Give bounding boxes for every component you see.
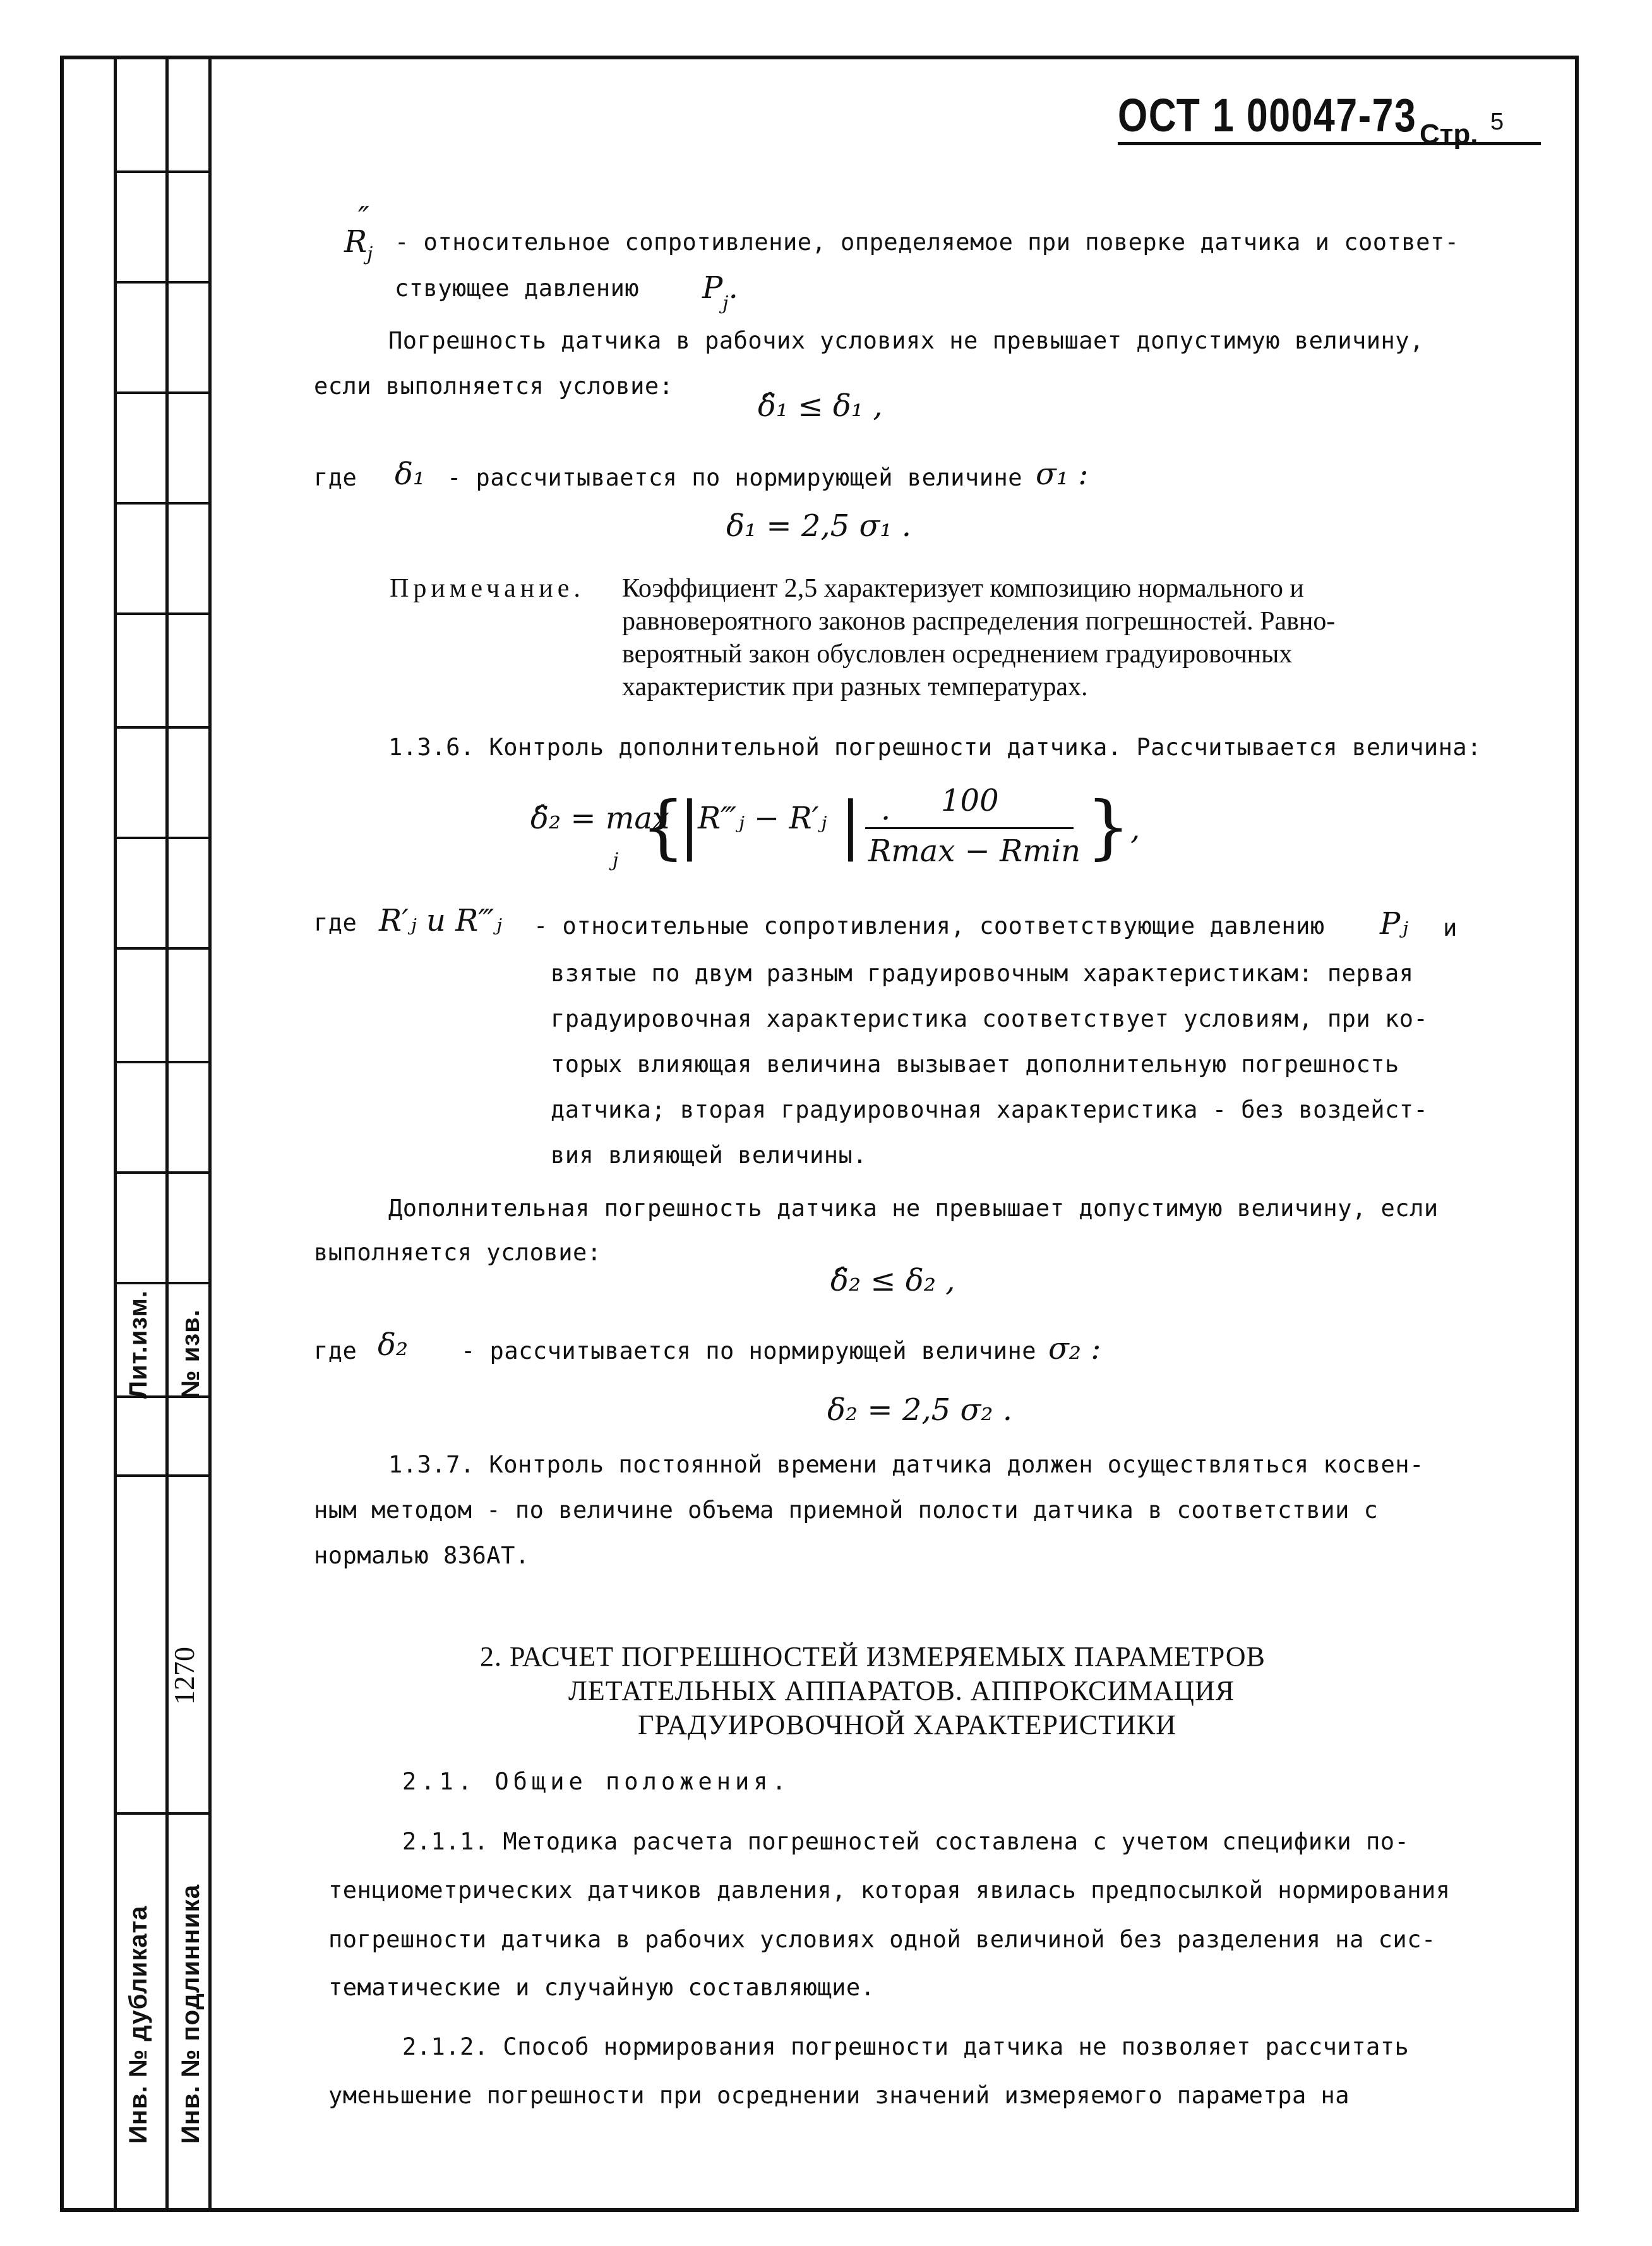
- where2-line1: - относительные сопротивления, соответствующие давлению: [534, 912, 1325, 940]
- stamp-divider: [114, 612, 210, 615]
- where1-text: - рассчитывается по нормирующей величине: [447, 464, 1023, 491]
- symbol-p: P: [702, 270, 723, 306]
- section-2-1-1-line3: погрешности датчика в рабочих условиях одной величиной без разделения на сис-: [328, 1926, 1436, 1953]
- stamp-divider: [114, 1812, 210, 1815]
- symbol-p-j: [702, 270, 738, 314]
- where2-line2: взятые по двум разным градуировочным характеристикам: первая: [551, 960, 1414, 987]
- para2-line2: выполняется условие:: [314, 1239, 602, 1266]
- section-2-1-2-line1: 2.1.2. Способ нормирования погрешности датчика не позволяет рассчитать: [402, 2033, 1410, 2060]
- formula-delta2-left: δ̂₂ = max: [530, 801, 670, 836]
- formula-numerator: 100: [941, 783, 999, 818]
- stamp-inv-dublikata: Инв. № дубликата: [124, 1905, 152, 2144]
- symbol-sub: j: [722, 292, 729, 314]
- stamp-divider: [114, 837, 210, 839]
- section-2-title-line2: ЛЕТАТЕЛЬНЫХ АППАРАТОВ. АППРОКСИМАЦИЯ: [568, 1675, 1235, 1706]
- stamp-inv-number: 1270: [168, 1647, 200, 1705]
- symbol-sub: j: [367, 243, 373, 265]
- formula-brace-close: }: [1086, 786, 1130, 867]
- where3-lead: где: [314, 1337, 357, 1365]
- where1-lead: где: [314, 464, 357, 491]
- symbol-sup: ″: [358, 200, 369, 236]
- symbol-sigma1: σ₁ :: [1036, 457, 1089, 492]
- section-1-3-7-line2: ным методом - по величине объема приемной полости датчика в соответствии с: [314, 1496, 1379, 1524]
- formula-denominator: Rmax − Rmin: [868, 833, 1080, 869]
- symbol-r-double-prime: [344, 200, 373, 265]
- period: .: [728, 270, 738, 306]
- stamp-divider: [114, 726, 210, 729]
- section-1-3-6: 1.3.6. Контроль дополнительной погрешности датчика. Рассчитывается величина:: [388, 734, 1481, 761]
- section-2-1-1-line2: тенциометрических датчиков давления, которая явилась предпосылкой нормирования: [328, 1877, 1451, 1904]
- stamp-lit-izm: Лит.изм.: [124, 1289, 152, 1399]
- section-2-1-title: 2.1. Общие положения.: [402, 1768, 791, 1795]
- where2-line5: датчика; вторая градуировочная характеристика - без воздейст-: [551, 1096, 1428, 1123]
- note-line4: характеристик при разных температурах.: [622, 672, 1088, 702]
- formula-brace-open: {: [641, 786, 685, 867]
- stamp-divider: [114, 1282, 210, 1284]
- formula-comma: ,: [1130, 811, 1140, 847]
- formula-abs-body: R‴ⱼ − R′ⱼ: [698, 801, 827, 836]
- note-line3: вероятный закон обусловлен осреднением градуировочных: [622, 640, 1293, 669]
- where2-line4: торых влияющая величина вызывает дополнительную погрешность: [551, 1051, 1399, 1078]
- section-2-1-1-line1: 2.1.1. Методика расчета погрешностей составлена с учетом специфики по-: [402, 1828, 1410, 1855]
- symbol-delta2: δ₂: [378, 1327, 409, 1363]
- symbol-delta1: δ₁: [395, 457, 426, 492]
- note-line2: равновероятного законов распределения погрешностей. Равно-: [622, 607, 1336, 636]
- section-1-3-7-line3: нормалью 836АТ.: [314, 1542, 530, 1569]
- where2-line6: вия влияющей величины.: [551, 1142, 868, 1169]
- para1-line1: Погрешность датчика в рабочих условиях не превышает допустимую величину,: [388, 327, 1424, 354]
- stamp-divider: [114, 391, 210, 394]
- fraction-bar: [865, 827, 1074, 829]
- section-2-1-2-line2: уменьшение погрешности при осреднении значений измеряемого параметра на: [328, 2082, 1350, 2109]
- standard-code: ОСТ 1 00047-73: [1118, 89, 1417, 141]
- where3-text: - рассчитывается по нормирующей величине: [461, 1337, 1037, 1365]
- def-r2-line2: ствующее давлению: [395, 275, 640, 302]
- section-2-1-1-line4: тематические и случайную составляющие.: [328, 1974, 875, 2001]
- formula-dot: ·: [881, 801, 891, 836]
- stamp-column-line: [208, 56, 212, 2212]
- formula-delta1: δ₁ = 2,5 σ₁ .: [726, 508, 911, 544]
- symbol-sigma2: σ₂ :: [1048, 1331, 1101, 1366]
- section-1-3-7-line1: 1.3.7. Контроль постоянной времени датчика должен осуществляться косвен-: [388, 1451, 1424, 1478]
- formula-abs-open: |: [679, 788, 700, 862]
- para2-line1: Дополнительная погрешность датчика не превышает допустимую величину, если: [388, 1195, 1439, 1222]
- stamp-divider: [114, 502, 210, 505]
- symbol-p-j-2: Pⱼ: [1380, 906, 1408, 941]
- note-line1: Коэффициент 2,5 характеризует композицию нормального и: [622, 574, 1304, 603]
- stamp-divider: [114, 1171, 210, 1174]
- formula-max-index: j: [613, 849, 619, 871]
- formula-condition-2: δ̂₂ ≤ δ₂ ,: [830, 1263, 955, 1298]
- stamp-divider: [114, 947, 210, 950]
- stamp-divider: [114, 170, 210, 173]
- para1-line2: если выполняется условие:: [314, 373, 674, 400]
- section-2-title-line1: 2. РАСЧЕТ ПОГРЕШНОСТЕЙ ИЗМЕРЯЕМЫХ ПАРАМЕТРОВ: [480, 1641, 1266, 1672]
- stamp-column-line: [165, 56, 169, 2212]
- note-label: Примечание.: [390, 574, 585, 603]
- stamp-divider: [114, 1474, 210, 1477]
- where2-lead: где: [314, 909, 357, 936]
- where2-symbols: R′ⱼ и R‴ⱼ: [379, 903, 502, 938]
- stamp-divider: [114, 1061, 210, 1063]
- symbol-r: R: [344, 224, 368, 260]
- where2-line3: градуировочная характеристика соответствует условиям, при ко-: [551, 1005, 1428, 1032]
- document-header: [1118, 88, 1504, 150]
- stamp-no-izv: № изв.: [177, 1309, 205, 1399]
- stamp-inv-podlinnika: Инв. № подлинника: [177, 1884, 205, 2144]
- page-number: 5: [1490, 109, 1504, 135]
- page-label: Стр.: [1420, 119, 1478, 150]
- formula-delta2: δ₂ = 2,5 σ₂ .: [827, 1392, 1012, 1428]
- stamp-column-line: [114, 56, 117, 2212]
- def-r2-line1: - относительное сопротивление, определяемое при поверке датчика и соответ-: [395, 229, 1459, 256]
- section-2-title-line3: ГРАДУИРОВОЧНОЙ ХАРАКТЕРИСТИКИ: [638, 1709, 1176, 1740]
- where2-and: и: [1443, 914, 1457, 941]
- header-underline: [1118, 142, 1541, 145]
- formula-condition-1: δ̂₁ ≤ δ₁ ,: [758, 388, 883, 424]
- stamp-divider: [114, 281, 210, 284]
- formula-abs-close: |: [840, 788, 861, 862]
